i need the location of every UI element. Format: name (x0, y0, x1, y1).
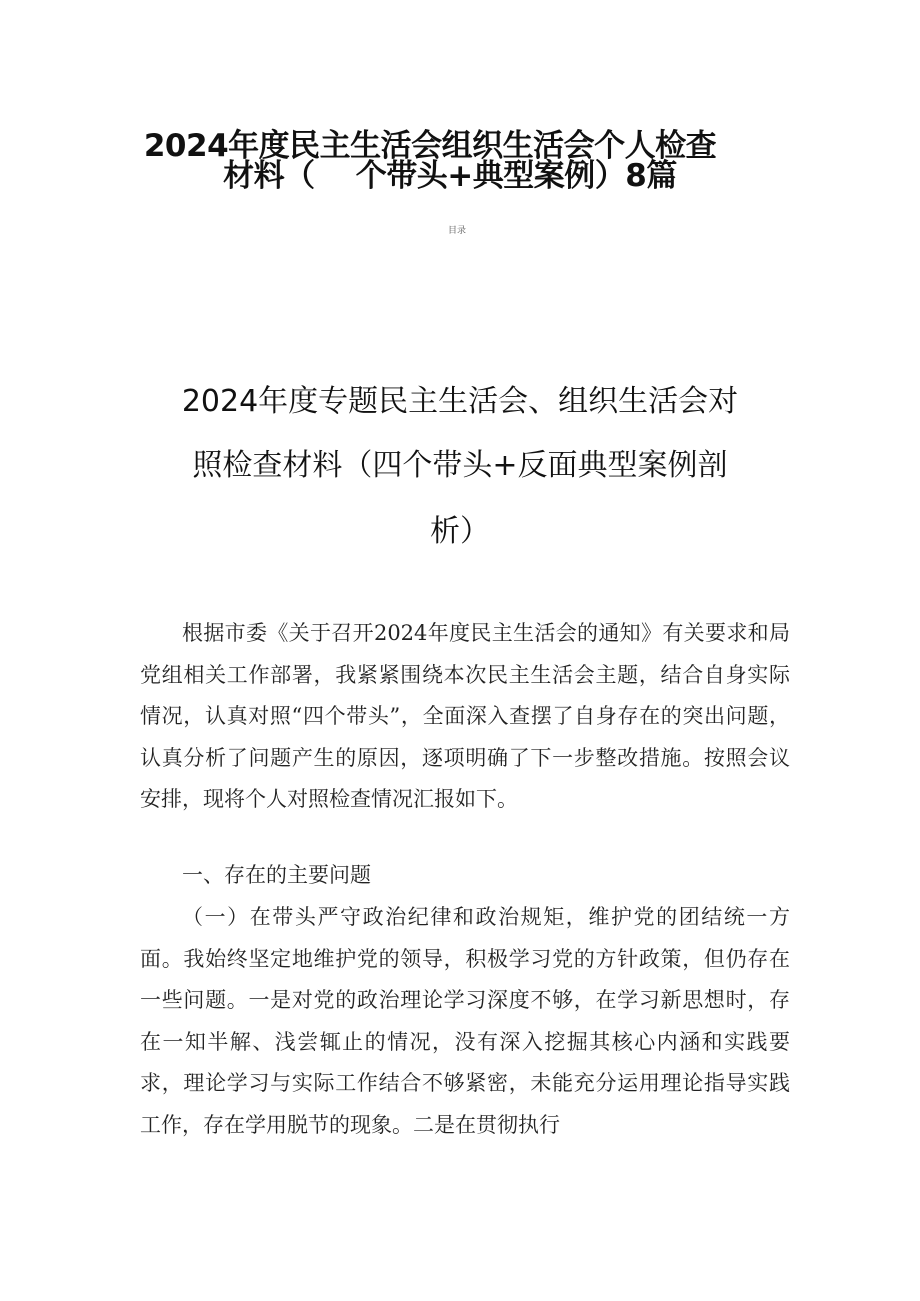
intro-paragraph-text: 根据市委《关于召开2024年度民主生活会的通知》有关要求和局党组相关工作部署，我紧紧围绕本次民主生活会主题，结合自身实际情况，认真对照“四个带头”，全面深入查摆了自身存在的突出问题，认真分析了问题产生的原因，逐项明确了下一步整改措施。按照会议安排，现将个人对照检查情况汇报如下。 (140, 621, 790, 811)
body-paragraph-1 (140, 897, 790, 1146)
section-title-line-3: 析） (430, 514, 490, 549)
section-title-line-2: 照检查材料（四个带头+反面典型案例剖 (192, 448, 728, 483)
section-heading: 一、存在的主要问题 (182, 863, 371, 887)
document-title-line-2-text: 材料（ 个带头+典型案例）8篇 (223, 158, 677, 194)
body-paragraph-1-text: （一）在带头严守政治纪律和政治规矩，维护党的团结统一方面。我始终坚定地维护党的领导，积极学习党的方针政策，但仍存在一些问题。一是对党的政治理论学习深度不够，在学习新思想时，存在一知半解、浅尝辄止的情况，没有深入挖掘其核心内涵和实践要求，理论学习与实际工作结合不够紧密，未能充分运用理论指导实践工作，存在学用脱节的现象。二是在贯彻执行 (140, 905, 790, 1137)
document-title-line-1: 2024年度民主生活会组织生活会个人检查 (143, 128, 717, 164)
toc-mark: 目录 (448, 226, 467, 236)
intro-paragraph (140, 613, 790, 821)
section-title-line-1: 2024年度专题民主生活会、组织生活会对 (181, 384, 739, 419)
document-title-line-2 (0, 156, 910, 196)
